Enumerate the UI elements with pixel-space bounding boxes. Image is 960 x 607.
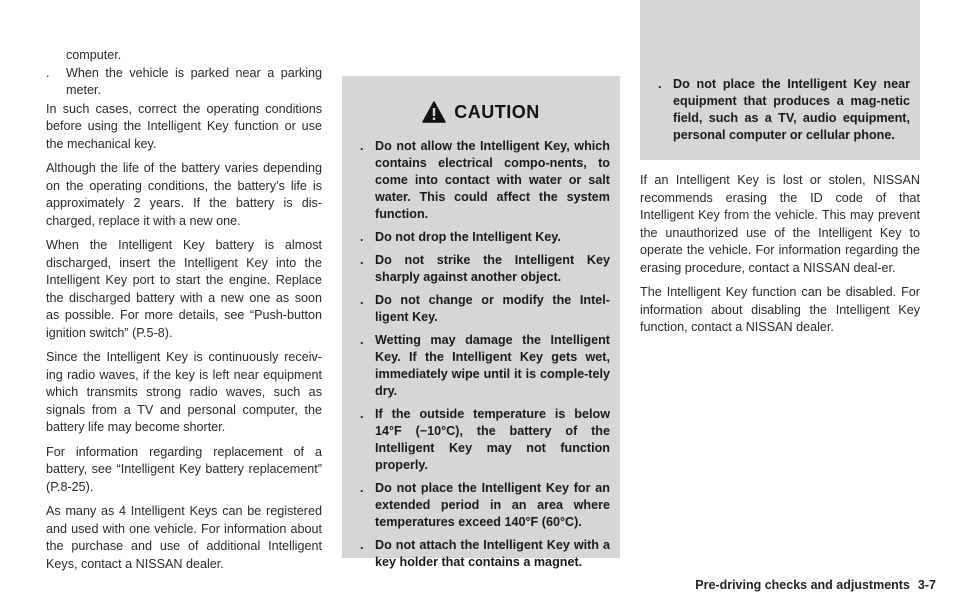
caution-item-text: Do not strike the Intelligent Key sharply against another object. [375,253,610,284]
caution-box-continued [640,0,920,160]
bullet-dot: . [360,538,364,552]
paragraph: Since the Intelligent Key is continuously receiv-ing radio waves, if the key is left near equipment which transmits strong radio waves, such as signals from a TV and personal computer, the battery life may become shorter. [46,350,322,434]
bullet-dot: . [360,139,364,153]
paragraph: When the Intelligent Key battery is almost discharged, insert the Intelligent Key into the Intelligent Key port to start the engine. Replace the discharged battery with a new one as soon as possible. For more details, see “Push-button ignition switch” (P.5-8). [46,238,322,340]
caution-item [352,406,610,474]
list-item-text: When the vehicle is parked near a parking meter. [66,65,322,97]
caution-item [352,252,610,286]
page-number: 3-7 [917,578,936,592]
bullet-dot: . [360,293,364,307]
caution-item [650,76,910,144]
caution-item [352,480,610,531]
caution-item [352,229,610,246]
caution-item-text: Do not attach the Intelligent Key with a key holder that contains a magnet. [375,538,610,569]
section-title: Pre-driving checks and adjustments [695,578,910,592]
caution-item-text: Do not drop the Intelligent Key. [375,230,561,244]
caution-box [342,76,620,569]
bullet-dot: . [360,253,364,267]
paragraph: If an Intelligent Key is lost or stolen, NISSAN recommends erasing the ID code of that Intelligent Key from the vehicle. This may prevent the unauthorized use of the Intelligent Key to operate the vehicle. For information regarding the erasing procedure, contact a NISSAN deal-er. [640,173,920,275]
caution-header [342,86,620,138]
caution-item [352,332,610,400]
right-column [640,0,920,344]
list-item [46,65,322,100]
caution-item-text: Do not allow the Intelligent Key, which contains electrical compo-nents, to come into contact with water or salt water. This could affect the system function. [375,139,610,221]
paragraph: As many as 4 Intelligent Keys can be registered and used with one vehicle. For information about the purchase and use of additional Intelligent Keys, contact a NISSAN dealer. [46,504,322,571]
bullet-dot: . [360,407,364,421]
page-footer [695,578,936,592]
continued-text: computer. [66,48,122,62]
bullet-dot: . [46,65,50,80]
caution-item-text: Do not place the Intelligent Key for an extended period in an area where temperatures exceed 140°F (60°C). [375,481,610,529]
left-column [46,47,322,580]
bullet-dot: . [360,333,364,347]
caution-item-text: Do not change or modify the Intel-ligent Key. [375,293,610,324]
caution-item [352,292,610,326]
caution-item [352,138,610,223]
caution-list [342,138,620,571]
paragraph: The Intelligent Key function can be disabled. For information about disabling the Intelligent Key function, contact a NISSAN dealer. [640,285,920,334]
caution-item [352,537,610,571]
caution-item-text: Do not place the Intelligent Key near equipment that produces a mag-netic field, such as a TV, audio equipment, personal computer or cellular phone. [673,77,910,142]
right-column-text [640,172,920,337]
caution-item-text: If the outside temperature is below 14°F (−10°C), the battery of the Intelligent Key may not function properly. [375,407,610,472]
paragraph: For information regarding replacement of a battery, see “Intelligent Key battery replacement” (P.8-25). [46,444,322,494]
caution-title: CAUTION [454,101,540,122]
paragraph: In such cases, correct the operating conditions before using the Intelligent Key function or use the mechanical key. [46,101,322,151]
caution-item-text: Wetting may damage the Intelligent Key. If the Intelligent Key gets wet, immediately wipe until it is comple-tely dry. [375,333,610,398]
paragraph: Although the life of the battery varies depending on the operating conditions, the battery’s life is approximately 2 years. If the battery is dis-charged, replace it with a new one. [46,161,322,228]
bullet-dot: . [658,77,662,91]
bullet-dot: . [360,481,364,495]
bullet-dot: . [360,230,364,244]
warning-icon [422,101,446,123]
